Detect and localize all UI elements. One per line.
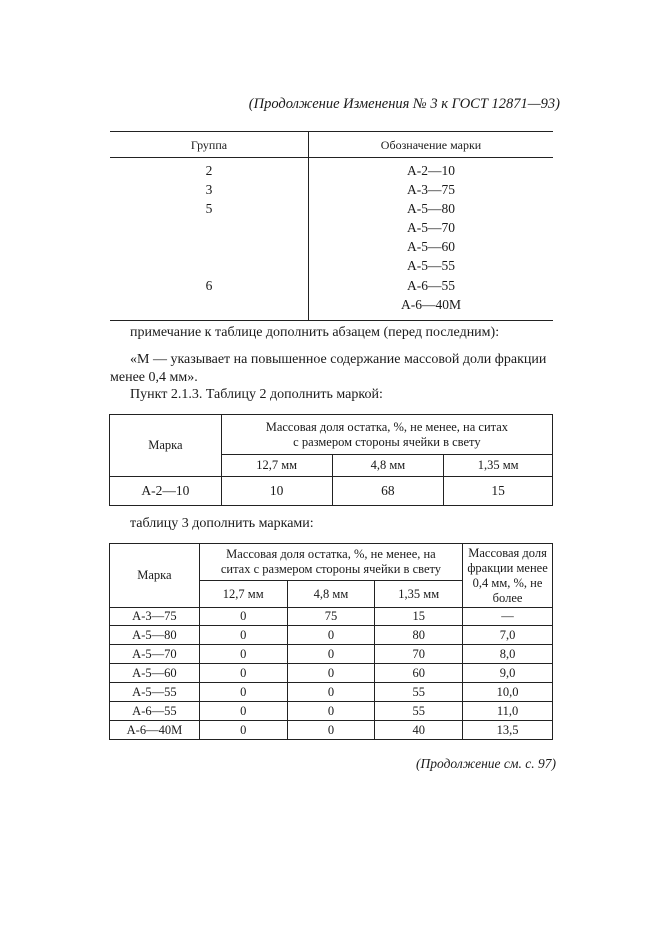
value-cell: 0 (199, 645, 287, 664)
quote-paragraph-line1: «М — указывает на повышенное содержание массовой доли фракции (130, 352, 547, 367)
value-cell: 55 (375, 702, 463, 721)
value-cell: 0 (287, 702, 375, 721)
value-cell: 11,0 (463, 702, 553, 721)
table-row (110, 683, 553, 702)
value-cell: 70 (375, 645, 463, 664)
value-cell: 0 (199, 626, 287, 645)
header-line: Массовая доля остатка, %, не менее, на (226, 547, 436, 561)
group-cell: 2 (205, 163, 213, 178)
group-cell: 3 (205, 182, 213, 197)
mark-cell: А-3—75 (110, 608, 200, 626)
value-cell: 0 (199, 683, 287, 702)
mark-cell: А-5—55 (407, 258, 455, 273)
mark-cell: А-3—75 (407, 182, 455, 197)
value-cell: 55 (375, 683, 463, 702)
value-cell: 15 (444, 477, 553, 506)
mark-cell: А-5—70 (407, 220, 455, 235)
value-cell: 0 (287, 626, 375, 645)
value-cell: 10 (221, 477, 332, 506)
value-cell: 0 (287, 721, 375, 740)
size-header: 1,35 мм (375, 581, 463, 608)
value-cell: 0 (287, 683, 375, 702)
value-cell: 13,5 (463, 721, 553, 740)
table-row (110, 477, 553, 506)
header-line: Массовая доля остатка, %, не менее, на ситах (265, 419, 509, 434)
value-cell: 60 (375, 664, 463, 683)
value-cell: 80 (375, 626, 463, 645)
value-cell: 7,0 (463, 626, 553, 645)
value-cell: 8,0 (463, 645, 553, 664)
residue-table-2 (109, 414, 553, 506)
mark-cell: А-5—70 (110, 645, 200, 664)
group-cell: 6 (205, 278, 213, 293)
table-row (110, 664, 553, 683)
value-cell: 68 (332, 477, 444, 506)
value-cell: 75 (287, 608, 375, 626)
mark-cell: А-6—55 (110, 702, 200, 721)
column-header-mark: Марка (110, 415, 222, 477)
header-line: с размером стороны ячейки в свету (293, 434, 481, 449)
clause-paragraph: Пункт 2.1.3. Таблицу 2 дополнить маркой: (130, 387, 383, 402)
column-header-residue (199, 544, 462, 581)
size-header: 4,8 мм (287, 581, 375, 608)
table-row (110, 626, 553, 645)
mark-cell: А-5—60 (110, 664, 200, 683)
value-cell: 0 (287, 645, 375, 664)
table-row (110, 721, 553, 740)
mark-cell: А-6—40М (110, 721, 200, 740)
mark-cell: А-5—80 (407, 201, 455, 216)
table-row (110, 702, 553, 721)
note-paragraph: примечание к таблице дополнить абзацем (перед последним): (130, 325, 500, 340)
column-header-mark: Обозначение марки (380, 138, 482, 152)
header-line: 0,4 мм, %, не (472, 575, 543, 590)
size-header: 1,35 мм (444, 455, 553, 477)
value-cell: 40 (375, 721, 463, 740)
value-cell: 0 (199, 608, 287, 626)
mark-cell: А-6—40М (401, 297, 461, 312)
table-row (110, 645, 553, 664)
header-line: ситах с размером стороны ячейки в свету (220, 562, 442, 576)
value-cell: 0 (199, 721, 287, 740)
value-cell: 0 (287, 664, 375, 683)
mark-cell: А-2—10 (110, 477, 222, 506)
column-header-group: Группа (190, 138, 228, 152)
mark-cell: А-5—60 (407, 239, 455, 254)
quote-paragraph-line2: менее 0,4 мм». (110, 370, 198, 385)
header-line: Массовая доля (468, 545, 547, 560)
mark-cell: А-6—55 (407, 278, 455, 293)
header-line: более (492, 590, 523, 605)
mark-cell: А-5—80 (110, 626, 200, 645)
value-cell: 15 (375, 608, 463, 626)
value-cell: 0 (199, 664, 287, 683)
size-header: 12,7 мм (221, 455, 332, 477)
column-header-fraction (463, 544, 553, 608)
table-row (110, 608, 553, 626)
residue-table-3 (109, 543, 553, 740)
value-cell: 10,0 (463, 683, 553, 702)
mark-cell: А-2—10 (407, 163, 455, 178)
value-cell: 9,0 (463, 664, 553, 683)
add-marks-paragraph: таблицу 3 дополнить марками: (130, 516, 314, 531)
column-header-mark: Марка (110, 544, 200, 608)
page-footer: (Продолжение см. с. 97) (416, 756, 556, 771)
mark-cell: А-5—55 (110, 683, 200, 702)
page-header: (Продолжение Изменения № 3 к ГОСТ 12871—93) (248, 96, 560, 112)
value-cell: — (463, 608, 553, 626)
group-cell: 5 (205, 201, 213, 216)
size-header: 4,8 мм (332, 455, 444, 477)
value-cell: 0 (199, 702, 287, 721)
column-header-residue (221, 415, 552, 455)
size-header: 12,7 мм (199, 581, 287, 608)
group-mark-table (110, 131, 553, 321)
header-line: фракции менее (467, 560, 548, 575)
